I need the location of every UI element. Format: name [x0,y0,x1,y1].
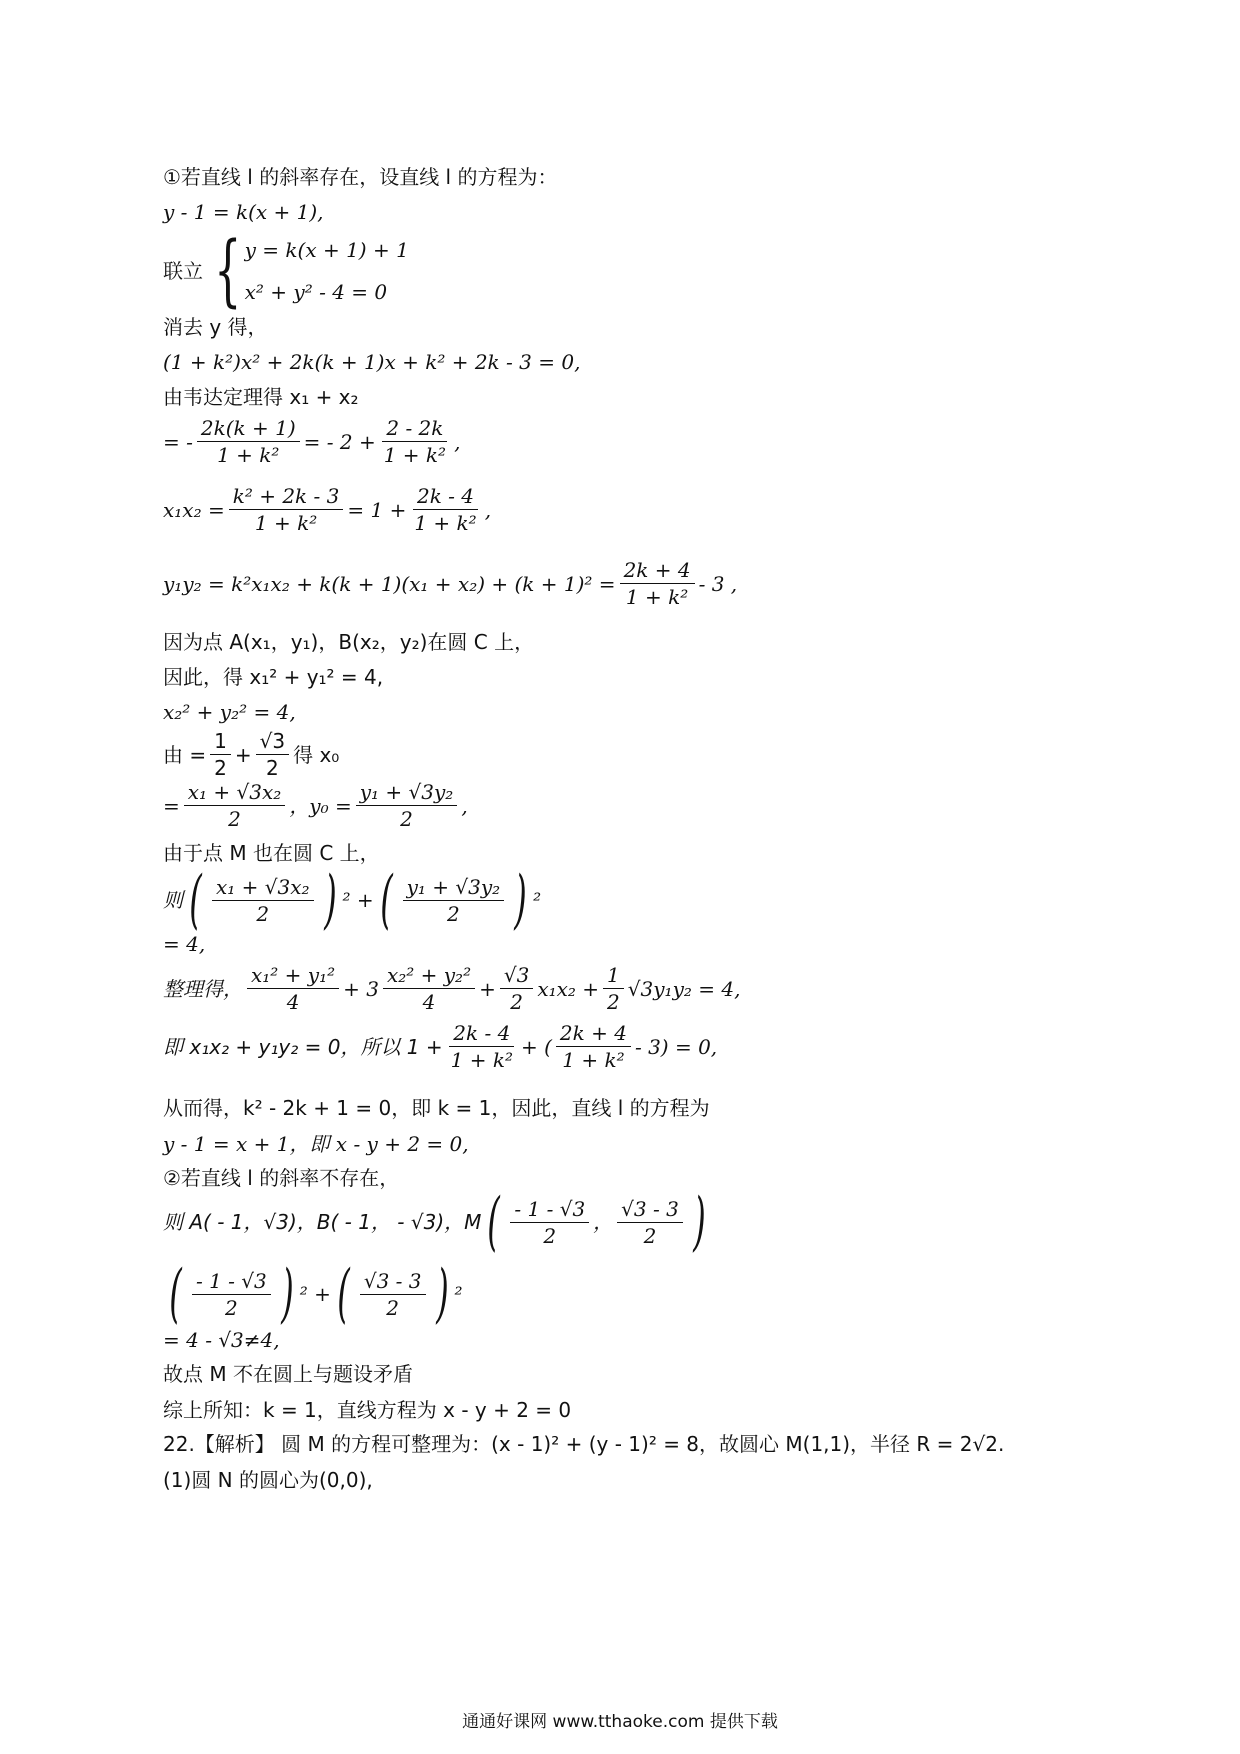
eq-suffix: , [454,429,461,454]
fraction: $\frac{√3}{2}$ [256,731,289,778]
fraction: $\frac{√3 - 3}{2}$ [360,1271,426,1318]
text-line-circle-2: x₂² + y₂² = 4, [163,700,296,724]
text-line-1: ①若直线 l 的斜率存在，设直线 l 的方程为： [163,165,558,189]
product-equation: x₁x₂ = $\frac{\text{k² + 2k - 3}}{\text{1 + k²}}$ = 1 + $\frac{2k - 4}{\text{1 + k²}}$ , [163,484,492,535]
x0-y0-equation: = $\frac{\text{x₁ + √3x₂}}{2}$ ，y₀ = $\frac{\text{y₁ + √3y₂}}{2}$ , [163,780,468,831]
fraction: $\frac{\text{x₁² + y₁²}}{4}$ [247,965,339,1012]
right-paren-icon: ) [514,863,527,937]
m-circle-equation: 则 ( $\frac{\text{x₁ + √3x₂}}{2}$ ) ² + ( $\frac{\text{y₁ + √3y₂}}{2}$ ) ² [163,863,542,937]
text-line-therefore: 因此，得 x₁² + y₁² = 4, [163,665,384,689]
right-paren-icon: ) [435,1257,449,1331]
left-paren-icon: ( [337,1257,350,1331]
text-line-eliminate: 消去 y 得， [163,315,268,339]
text-line-not-equal: = 4 - √3≠4, [163,1328,280,1352]
text-line-k-result: 从而得，k² - 2k + 1 = 0，即 k = 1，因此，直线 l 的方程为 [163,1096,710,1120]
right-paren-icon: ) [280,1257,294,1331]
eq-prefix: = - [163,429,193,454]
brace-icon: { [214,226,242,316]
text-line-m-on-circle: 由于点 M 也在圆 C 上， [163,841,380,865]
fraction: $\frac{\text{x₁ + √3x₂}}{2}$ [184,782,286,829]
text-line-case-2: ②若直线 l 的斜率不存在， [163,1166,400,1190]
y-product-equation: y₁y₂ = k²x₁x₂ + k(k + 1)(x₁ + x₂) + (k + 1)² = $\frac{2k + 4}{\text{1 + k²}}$ - 3 , [163,558,738,609]
fraction: $\frac{√3}{2}$ [500,965,533,1012]
text-line-points: 因为点 A(x₁，y₁)，B(x₂，y₂)在圆 C 上， [163,630,535,654]
text-line-vieta: 由韦达定理得 x₁ + x₂ [163,385,359,409]
text-line-line-eq: y - 1 = x + 1，即 x - y + 2 = 0, [163,1132,469,1156]
case-2-points: 则 A( - 1，√3)，B( - 1， - √3)，M ( $\frac{- 1 - √3}{2}$ ， $\frac{√3 - 3}{2}$ ) [163,1185,706,1259]
text-line-quadratic: (1 + k²)x² + 2k(k + 1)x + k² + 2k - 3 = 0, [163,350,581,374]
left-paren-icon: ( [487,1185,501,1259]
eq-mid: = - 2 + [303,429,376,454]
left-paren-icon: ( [379,863,393,937]
text-line-problem-22: 22.【解析】 圆 M 的方程可整理为：(x - 1)² + (y - 1)² = 8，故圆心 M(1,1)，半径 R = 2√2. [163,1432,1005,1456]
fraction: $\frac{\text{x₁ + √3x₂}}{2}$ [212,877,314,924]
case-2-circle-check: ( $\frac{- 1 - √3}{2}$ ) ² + ( $\frac{√3 - 3}{2}$ ) ² [169,1257,463,1331]
fraction: $\frac{2k(k + 1)}{\text{1 + k²}}$ [197,418,300,465]
fraction: $\frac{- 1 - √3}{2}$ [192,1271,271,1318]
sum-equation [163,418,460,465]
right-paren-icon: ) [323,863,337,937]
fraction: $\frac{\text{y₁ + √3y₂}}{2}$ [356,782,458,829]
text-line-2: y - 1 = k(x + 1), [163,200,324,224]
fraction: $\frac{1}{2}$ [210,731,231,778]
fraction: $\frac{\text{k² + 2k - 3}}{\text{1 + k²}}$ [229,486,344,533]
text-line-conclusion: 综上所知：k = 1，直线方程为 x - y + 2 = 0 [163,1398,572,1422]
fraction: $\frac{2k - 4}{\text{1 + k²}}$ [450,1021,513,1072]
fraction: $\frac{\text{x₂² + y₂²}}{4}$ [383,965,475,1012]
text-line-equals-4: = 4, [163,932,206,956]
equation-system [203,226,409,316]
fraction: $\frac{\text{y₁ + √3y₂}}{2}$ [403,877,505,924]
fraction: $\frac{2k + 4}{\text{1 + k²}}$ [556,1023,631,1070]
system-eq-1: y = k(x + 1) + 1 [244,238,409,262]
x0-definition: 由 = $\frac{1}{2}$ + $\frac{√3}{2}$ 得 x₀ [163,729,340,780]
left-paren-icon: ( [169,1257,182,1331]
left-paren-icon: ( [189,863,202,937]
text-line-contradiction: 故点 M 不在圆上与题设矛盾 [163,1362,413,1386]
fraction: $\frac{2k + 4}{\text{1 + k²}}$ [620,560,695,607]
simplified-equation: 整理得， $\frac{\text{x₁² + y₁²}}{4}$ + 3 $\frac{\text{x₂² + y₂²}}{4}$ + $\frac{√3}{2}$ x₁x₂ + $\frac{1}{2}$ √3y₁y₂ = 4, [163,963,741,1014]
fraction: $\frac{2k - 4}{\text{1 + k²}}$ [414,484,477,535]
fraction: $\frac{1}{2}$ [603,965,624,1012]
right-paren-icon: ) [693,1185,706,1259]
system-eq-2: x² + y² - 4 = 0 [244,280,388,304]
fraction: $\frac{- 1 - √3}{2}$ [510,1199,589,1246]
system-equation [163,226,409,316]
text-line-circle-n: (1)圆 N 的圆心为(0,0), [163,1468,373,1492]
k-equation: 即 x₁x₂ + y₁y₂ = 0，所以 1 + $\frac{2k - 4}{\text{1 + k²}}$ + ( $\frac{2k + 4}{\text{1 + k²}}$ - 3) = 0, [163,1021,718,1072]
fraction: $\frac{√3 - 3}{2}$ [617,1199,683,1246]
fraction: $\frac{2 - 2k}{\text{1 + k²}}$ [383,416,447,467]
system-label: 联立 [163,259,203,283]
page-footer: 通通好课网 www.tthaoke.com 提供下载 [462,1712,778,1732]
